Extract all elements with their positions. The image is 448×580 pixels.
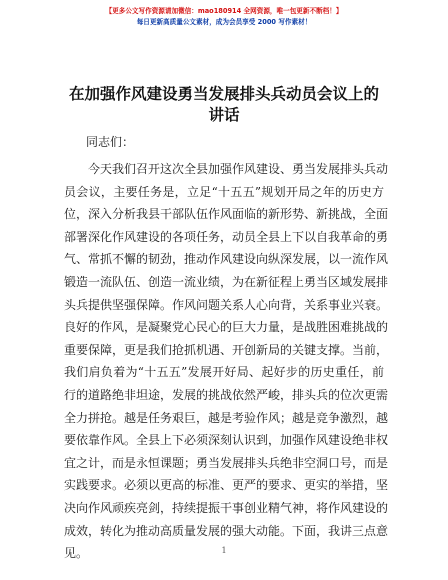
body-line: 位，深入分析我县干部队伍作风面临的新形势、新挑战，全面 [64,207,389,222]
promo-banner-line-1: 【更多公文写作资源请加微信：mao180914 全网资源，唯一包更新不断档！】 [105,7,343,15]
body-line: 宜之计，而是永恒课题；勇当发展排头兵绝非空洞口号，而是 [64,455,389,470]
title-line-2: 讲话 [208,106,240,124]
title-line-1: 在加强作风建设勇当发展排头兵动员会议上的 [68,85,379,103]
body-text [64,158,389,565]
body-line: 气、常抓不懈的韧劲，推动作风建设向纵深发展，以一流作风 [64,252,389,267]
body-line: 全力拼抢。越是任务艰巨，越是考验作风；越是竞争激烈，越 [64,410,389,425]
body-line: 我们肩负着为“十五五”发展开好局、起好步的历史重任，前 [64,365,384,380]
body-line: 今天我们召开这次全县加强作风建设、勇当发展排头兵动 [88,162,389,176]
body-line: 要依靠作风。全县上下必须深刻认识到，加强作风建设绝非权 [64,433,389,448]
body-line: 行的道路绝非坦途，发展的挑战依然严峻，排头兵的位次更需 [64,387,389,402]
body-line: 实践要求。必须以更高的标准、更严的要求、更实的举措，坚 [64,478,389,493]
body-line: 重要保障，更是我们抢抓机遇、开创新局的关键支撑。当前， [64,342,389,357]
body-line: 成效，转化为推动高质量发展的强大动能。下面，我讲三点意 [64,523,389,538]
body-line: 部署深化作风建设的各项任务，动员全县上下以自我革命的勇 [64,229,389,244]
body-line: 员会议，主要任务是，立足“十五五”规划开局之年的历史方 [64,184,384,199]
body-line: 头兵提供坚强保障。作风问题关系人心向背，关系事业兴衰。 [64,297,389,312]
body-line: 良好的作风，是凝聚党心民心的巨大力量，是战胜困难挑战的 [64,320,389,335]
body-line: 见。 [64,546,89,561]
salutation: 同志们： [86,135,135,149]
body-line: 决向作风顽疾亮剑，持续提振干事创业精气神，将作风建设的 [64,500,389,515]
document-title [56,84,392,126]
body-line: 锻造一流队伍、创造一流业绩，为在新征程上勇当区域发展排 [64,274,389,289]
promo-banner-line-2: 每日更新高质量公文素材，成为会员享受 2000 写作素材！ [136,18,312,26]
page-number: 1 [221,546,227,555]
